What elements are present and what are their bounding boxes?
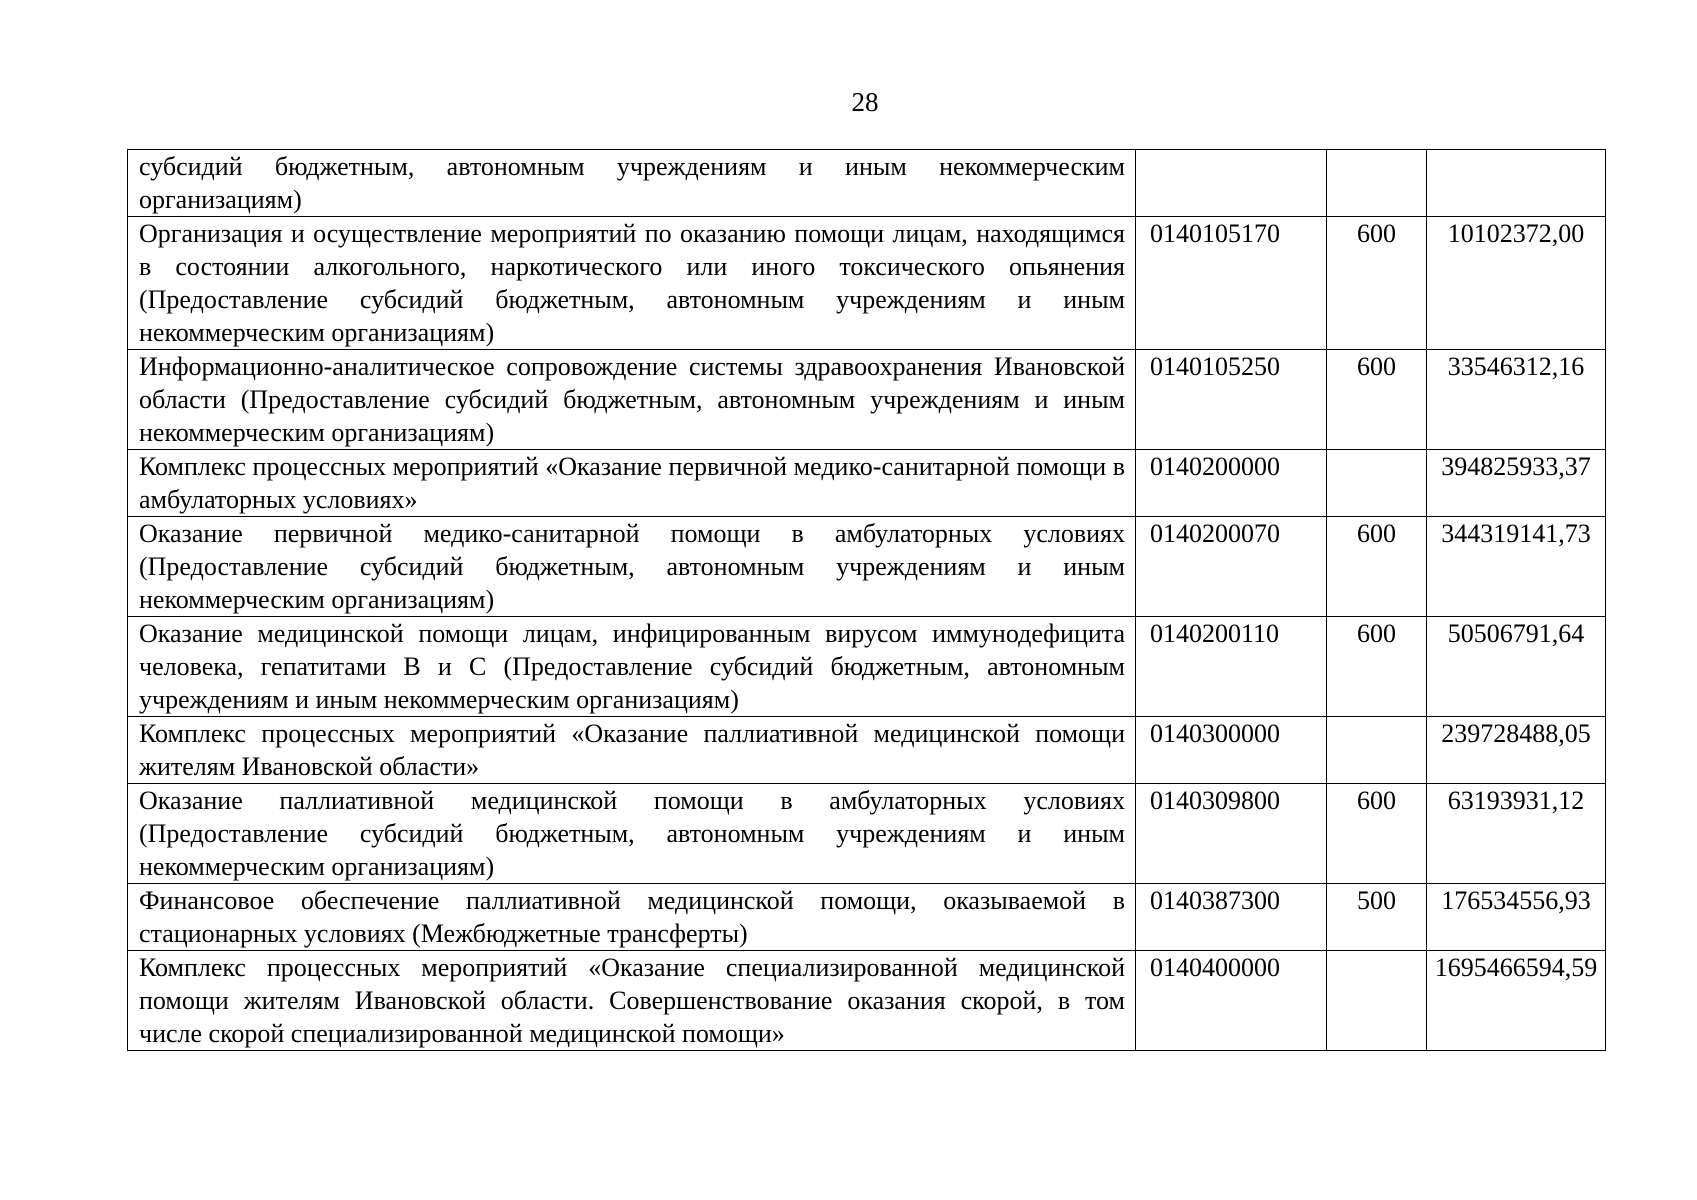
row-expense-type	[1327, 717, 1427, 784]
row-sum: 63193931,12	[1427, 784, 1606, 884]
row-sum: 176534556,93	[1427, 884, 1606, 951]
row-expense-type: 600	[1327, 517, 1427, 617]
row-expense-type: 600	[1327, 784, 1427, 884]
row-expense-type	[1327, 951, 1427, 1051]
row-code: 0140300000	[1136, 717, 1327, 784]
row-code: 0140387300	[1136, 884, 1327, 951]
row-expense-type: 500	[1327, 884, 1427, 951]
row-name: субсидий бюджетным, автономным учреждениям и иным некоммерческим организациям)	[128, 150, 1136, 217]
row-code: 0140200000	[1136, 450, 1327, 517]
row-expense-type: 600	[1327, 217, 1427, 350]
row-name: Комплекс процессных мероприятий «Оказание первичной медико-санитарной помощи в амбулаторных условиях»	[128, 450, 1136, 517]
row-name: Комплекс процессных мероприятий «Оказание специализированной медицинской помощи жителям Ивановской области. Совершенствование оказания скорой, в том числе скорой специализированной медицинской помощи»	[128, 951, 1136, 1051]
row-name: Оказание медицинской помощи лицам, инфицированным вирусом иммунодефицита человека, гепатитами В и С (Предоставление субсидий бюджетным, автономным учреждениям и иным некоммерческим организациям)	[128, 617, 1136, 717]
row-sum: 344319141,73	[1427, 517, 1606, 617]
row-name: Комплекс процессных мероприятий «Оказание паллиативной медицинской помощи жителям Ивановской области»	[128, 717, 1136, 784]
row-sum: 50506791,64	[1427, 617, 1606, 717]
page-number: 28	[851, 87, 879, 117]
row-sum: 33546312,16	[1427, 350, 1606, 450]
row-name: Оказание паллиативной медицинской помощи в амбулаторных условиях (Предоставление субсидий бюджетным, автономным учреждениям и иным некоммерческим организациям)	[128, 784, 1136, 884]
row-code: 0140105170	[1136, 217, 1327, 350]
budget-table	[127, 149, 1606, 1051]
row-code: 0140200070	[1136, 517, 1327, 617]
table-row	[128, 617, 1606, 717]
row-code	[1136, 150, 1327, 217]
row-sum	[1427, 150, 1606, 217]
row-name: Оказание первичной медико-санитарной помощи в амбулаторных условиях (Предоставление субсидий бюджетным, автономным учреждениям и иным некоммерческим организациям)	[128, 517, 1136, 617]
table-row	[128, 150, 1606, 217]
table-row	[128, 217, 1606, 350]
table-row	[128, 951, 1606, 1051]
row-sum: 394825933,37	[1427, 450, 1606, 517]
table-row	[128, 784, 1606, 884]
row-expense-type	[1327, 450, 1427, 517]
row-code: 0140105250	[1136, 350, 1327, 450]
row-sum: 10102372,00	[1427, 217, 1606, 350]
row-expense-type	[1327, 150, 1427, 217]
table-row	[128, 450, 1606, 517]
row-sum: 239728488,05	[1427, 717, 1606, 784]
row-name: Финансовое обеспечение паллиативной медицинской помощи, оказываемой в стационарных условиях (Межбюджетные трансферты)	[128, 884, 1136, 951]
row-sum: 1695466594,59	[1427, 951, 1606, 1051]
row-expense-type: 600	[1327, 350, 1427, 450]
row-expense-type: 600	[1327, 617, 1427, 717]
table-row	[128, 717, 1606, 784]
table-row	[128, 517, 1606, 617]
row-code: 0140200110	[1136, 617, 1327, 717]
table-row	[128, 884, 1606, 951]
table-row	[128, 350, 1606, 450]
row-code: 0140309800	[1136, 784, 1327, 884]
row-name: Организация и осуществление мероприятий по оказанию помощи лицам, находящимся в состоянии алкогольного, наркотического или иного токсического опьянения (Предоставление субсидий бюджетным, автономным учреждениям и иным некоммерческим организациям)	[128, 217, 1136, 350]
row-name: Информационно-аналитическое сопровождение системы здравоохранения Ивановской области (Предоставление субсидий бюджетным, автономным учреждениям и иным некоммерческим организациям)	[128, 350, 1136, 450]
row-code: 0140400000	[1136, 951, 1327, 1051]
